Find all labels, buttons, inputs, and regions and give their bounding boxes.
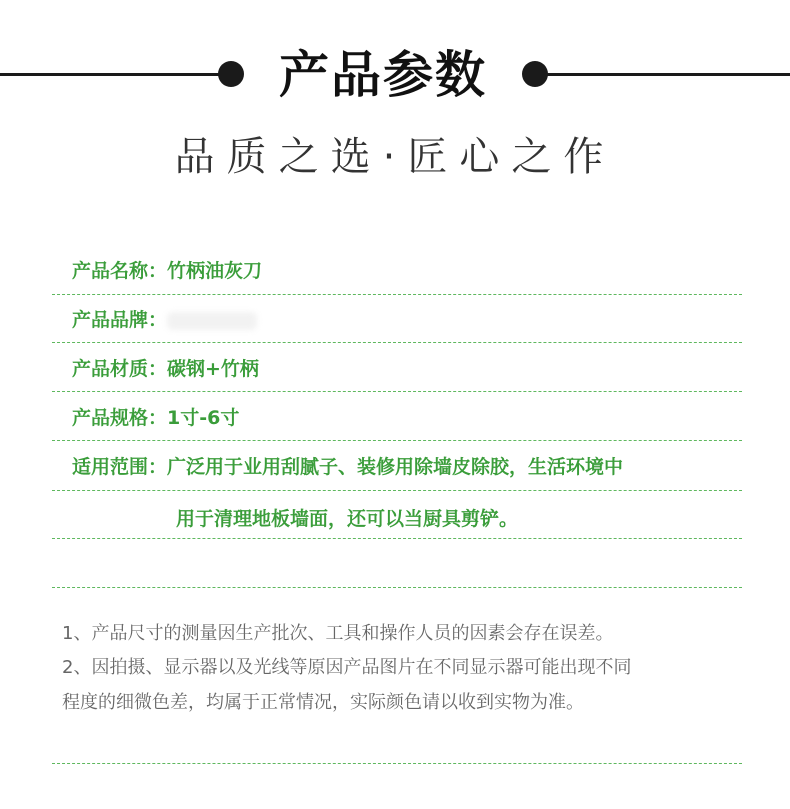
row-divider (52, 294, 742, 295)
spec-value: 用于清理地板墙面，还可以当厨具剪铲。 (176, 508, 519, 530)
page-subtitle: 品质之选·匠心之作 (174, 134, 616, 180)
bottom-divider (52, 763, 742, 764)
spec-row-name (72, 256, 752, 286)
spec-label: 产品材质： (72, 358, 168, 380)
spec-row-brand (72, 305, 752, 335)
spec-label: 产品规格： (72, 407, 168, 429)
spec-label: 产品品牌： (72, 309, 168, 331)
row-divider (52, 342, 742, 343)
page-title: 产品参数 (279, 46, 487, 104)
row-divider (52, 391, 742, 392)
row-divider (52, 587, 742, 588)
spec-value: 碳钢+竹柄 (167, 358, 259, 380)
header-divider-right (540, 73, 790, 76)
spec-row-usage-continued (176, 504, 736, 534)
spec-label: 产品名称： (72, 260, 168, 282)
spec-value: 1寸-6寸 (167, 407, 240, 429)
spec-label: 适用范围： (72, 456, 168, 478)
row-divider (52, 490, 742, 491)
spec-row-usage (72, 452, 752, 482)
spec-row-material (72, 354, 752, 384)
note-line: 程度的细微色差，均属于正常情况，实际颜色请以收到实物为准。 (62, 692, 584, 713)
row-divider (52, 440, 742, 441)
note-line: 2、因拍摄、显示器以及光线等原因产品图片在不同显示器可能出现不同 (62, 657, 632, 678)
brand-redacted-blur (167, 312, 257, 330)
note-line: 1、产品尺寸的测量因生产批次、工具和操作人员的因素会存在误差。 (62, 623, 614, 644)
spec-value: 竹柄油灰刀 (167, 260, 263, 282)
header-divider-left (0, 73, 222, 76)
header-dot-left-icon (218, 61, 244, 87)
section-header (0, 40, 790, 110)
spec-row-size (72, 403, 752, 433)
spec-value: 广泛用于业用刮腻子、装修用除墙皮除胶，生活环境中 (167, 456, 624, 478)
row-divider (52, 538, 742, 539)
